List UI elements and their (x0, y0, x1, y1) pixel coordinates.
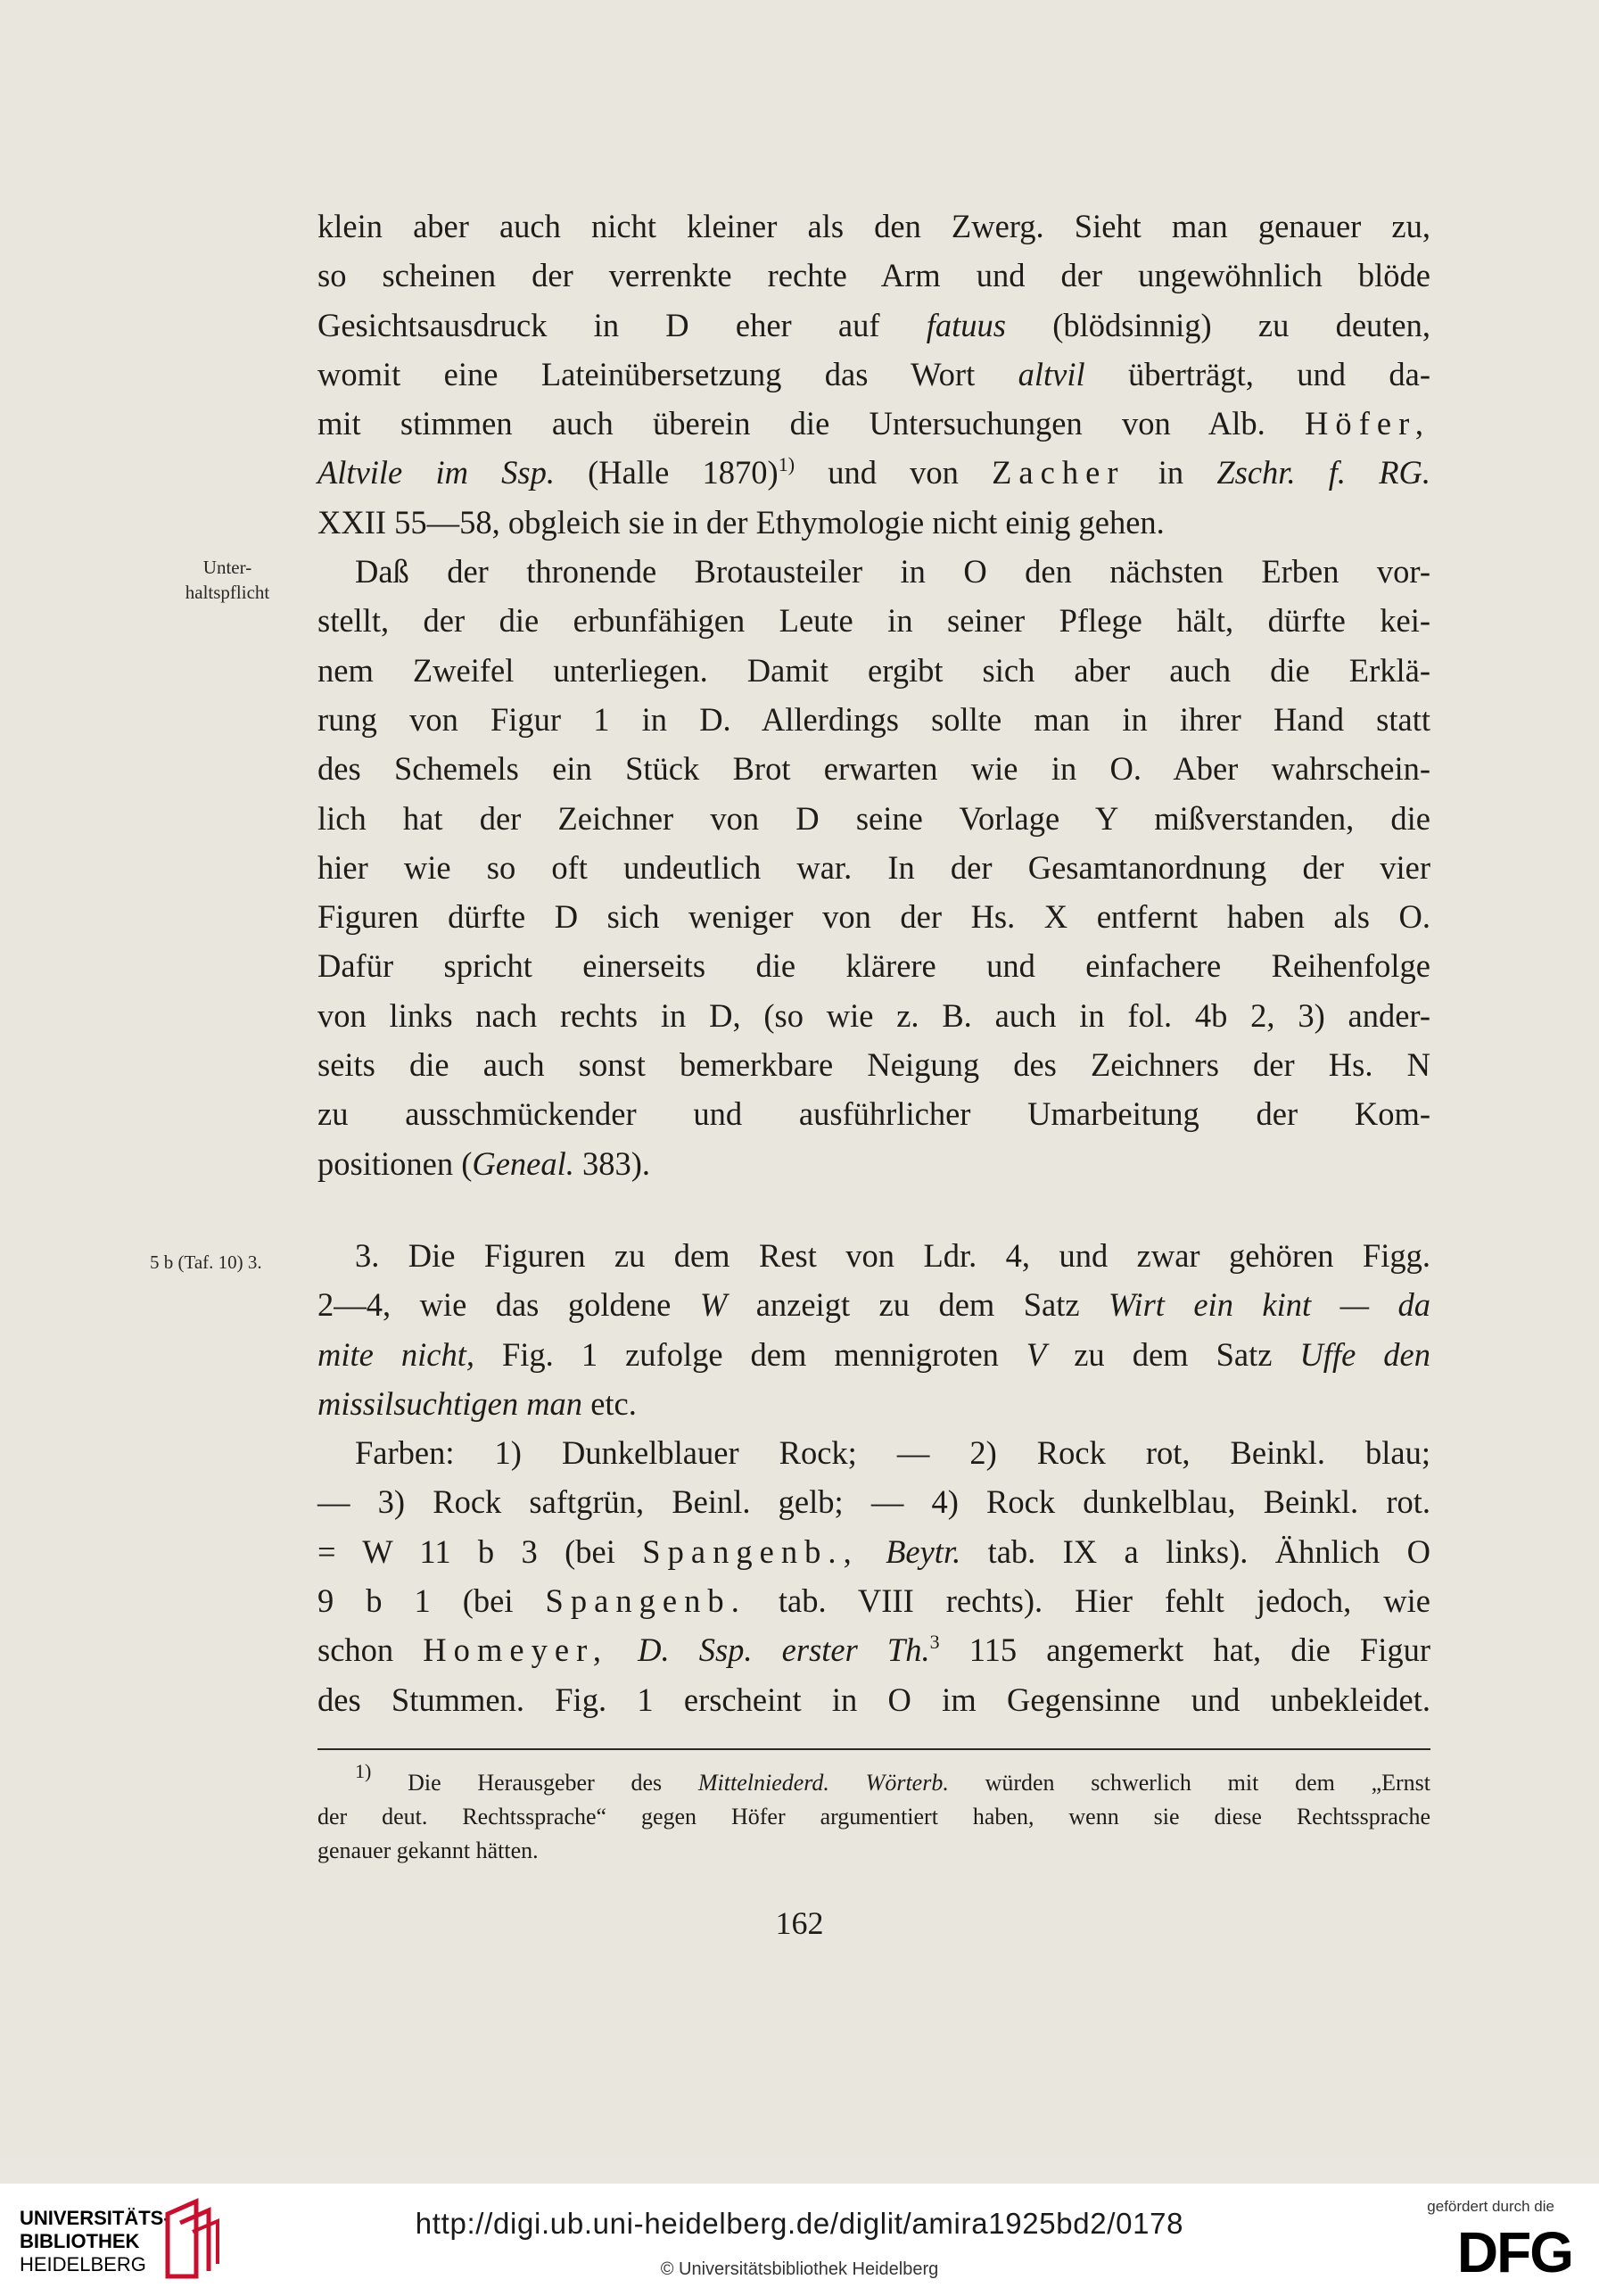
dfg-logo: DFG (1456, 2220, 1572, 2284)
text-line: 3. Die Figuren zu dem Rest von Ldr. 4, und zwar gehören Figg. (355, 1236, 1430, 1274)
library-name: UNIVERSITÄTS- BIBLIOTHEK HEIDELBERG (20, 2207, 170, 2275)
text-line: hier wie so oft undeutlich war. In der Gesamtanordnung der vier (317, 848, 1430, 886)
document-url-link[interactable]: http://digi.ub.uni-heidelberg.de/diglit/amira1925bd2/0178 (415, 2207, 1184, 2240)
footnote (317, 1760, 1430, 1868)
copyright-text: © Universitätsbibliothek Heidelberg (660, 2259, 939, 2279)
text-line: Gesichtsausdruck in D eher auf fatuus (blödsinnig) zu deuten, (317, 306, 1430, 343)
text-line: Farben: 1) Dunkelblauer Rock; — 2) Rock rot, Beinkl. blau; (355, 1434, 1430, 1472)
text-line: missilsuchtigen man etc. (317, 1384, 637, 1422)
text-line: mite nicht, Fig. 1 zufolge dem mennigroten V zu dem Satz Uffe den (317, 1335, 1430, 1373)
margin-note-unterhaltspflicht: Unter- haltspflicht (185, 557, 270, 603)
text-line: seits die auch sonst bemerkbare Neigung des Zeichners der Hs. N (317, 1046, 1430, 1084)
text-line: lich hat der Zeichner von D seine Vorlage Y mißverstanden, die (317, 799, 1430, 837)
text-line: stellt, der die erbunfähigen Leute in seiner Pflege hält, dürfte kei- (317, 602, 1430, 640)
text-line: positionen (Geneal. 383). (317, 1144, 651, 1182)
text-line: 2—4, wie das goldene W anzeigt zu dem Satz Wirt ein kint — da (317, 1286, 1430, 1324)
text-line: = W 11 b 3 (bei Spangenb., Beytr. tab. IX a links). Ähnlich O (317, 1532, 1431, 1570)
margin-note-figure-reference: 5 b (Taf. 10) 3. (150, 1251, 262, 1273)
body-text (317, 202, 1430, 1724)
text-line: nem Zweifel unterliegen. Damit ergibt sich aber auch die Erklä- (317, 651, 1430, 689)
text-line: klein aber auch nicht kleiner als den Zwerg. Sieht man genauer zu, (317, 208, 1430, 244)
text-line: 9 b 1 (bei Spangenb. tab. VIII rechts). Hier fehlt jedoch, wie (317, 1582, 1431, 1620)
footnote-divider (317, 1748, 1430, 1750)
text-line: — 3) Rock saftgrün, Beinl. gelb; — 4) Rock dunkelblau, Beinkl. rot. (317, 1483, 1430, 1521)
text-line: des Schemels ein Stück Brot erwarten wie in O. Aber wahrschein- (317, 750, 1430, 788)
footnote-line: genauer gekannt hätten. (317, 1838, 539, 1863)
text-line: mit stimmen auch überein die Untersuchungen von Alb. Höfer, (317, 405, 1430, 442)
text-line: zu ausschmückender und ausführlicher Umarbeitung der Kom- (317, 1095, 1430, 1133)
text-line: rung von Figur 1 in D. Allerdings sollte man in ihrer Hand statt (317, 700, 1430, 738)
text-line: Dafür spricht einerseits die klärere und einfachere Reihenfolge (317, 947, 1430, 985)
text-line: XXII 55—58, obgleich sie in der Ethymologie nicht einig gehen. (317, 503, 1165, 541)
text-line: womit eine Lateinübersetzung das Wort altvil überträgt, und da- (317, 355, 1430, 392)
text-line: Figuren dürfte D sich weniger von der Hs. X entfernt haben als O. (317, 898, 1430, 936)
funding-note: gefördert durch die (1427, 2198, 1554, 2215)
footnote-line: der deut. Rechtssprache“ gegen Höfer argumentiert haben, wenn sie diese Rechtssprache (317, 1804, 1430, 1829)
text-line: von links nach rechts in D, (so wie z. B. auch in fol. 4b 2, 3) ander- (317, 996, 1430, 1034)
text-line: schon Homeyer, D. Ssp. erster Th.$^3$ 115 angemerkt hat, die Figur (317, 1631, 1431, 1669)
text-line: Daß der thronende Brotausteiler in O den nächsten Erben vor- (355, 553, 1430, 591)
footnote-line: $^{1)}$ Die Herausgeber des Mittelniederd. Wörterb. würden schwerlich mit dem „Ernst (355, 1760, 1430, 1796)
text-line: des Stummen. Fig. 1 erscheint in O im Gegensinne und unbekleidet. (317, 1681, 1430, 1718)
footer-bar (0, 2184, 1599, 2296)
page-number: 162 (775, 1905, 824, 1941)
text-line: Altvile im Ssp. (Halle 1870)$^{1)}$ und von Zacher in Zschr. f. RG. (317, 453, 1430, 491)
text-line: so scheinen der verrenkte rechte Arm und der ungewöhnlich blöde (317, 257, 1430, 294)
